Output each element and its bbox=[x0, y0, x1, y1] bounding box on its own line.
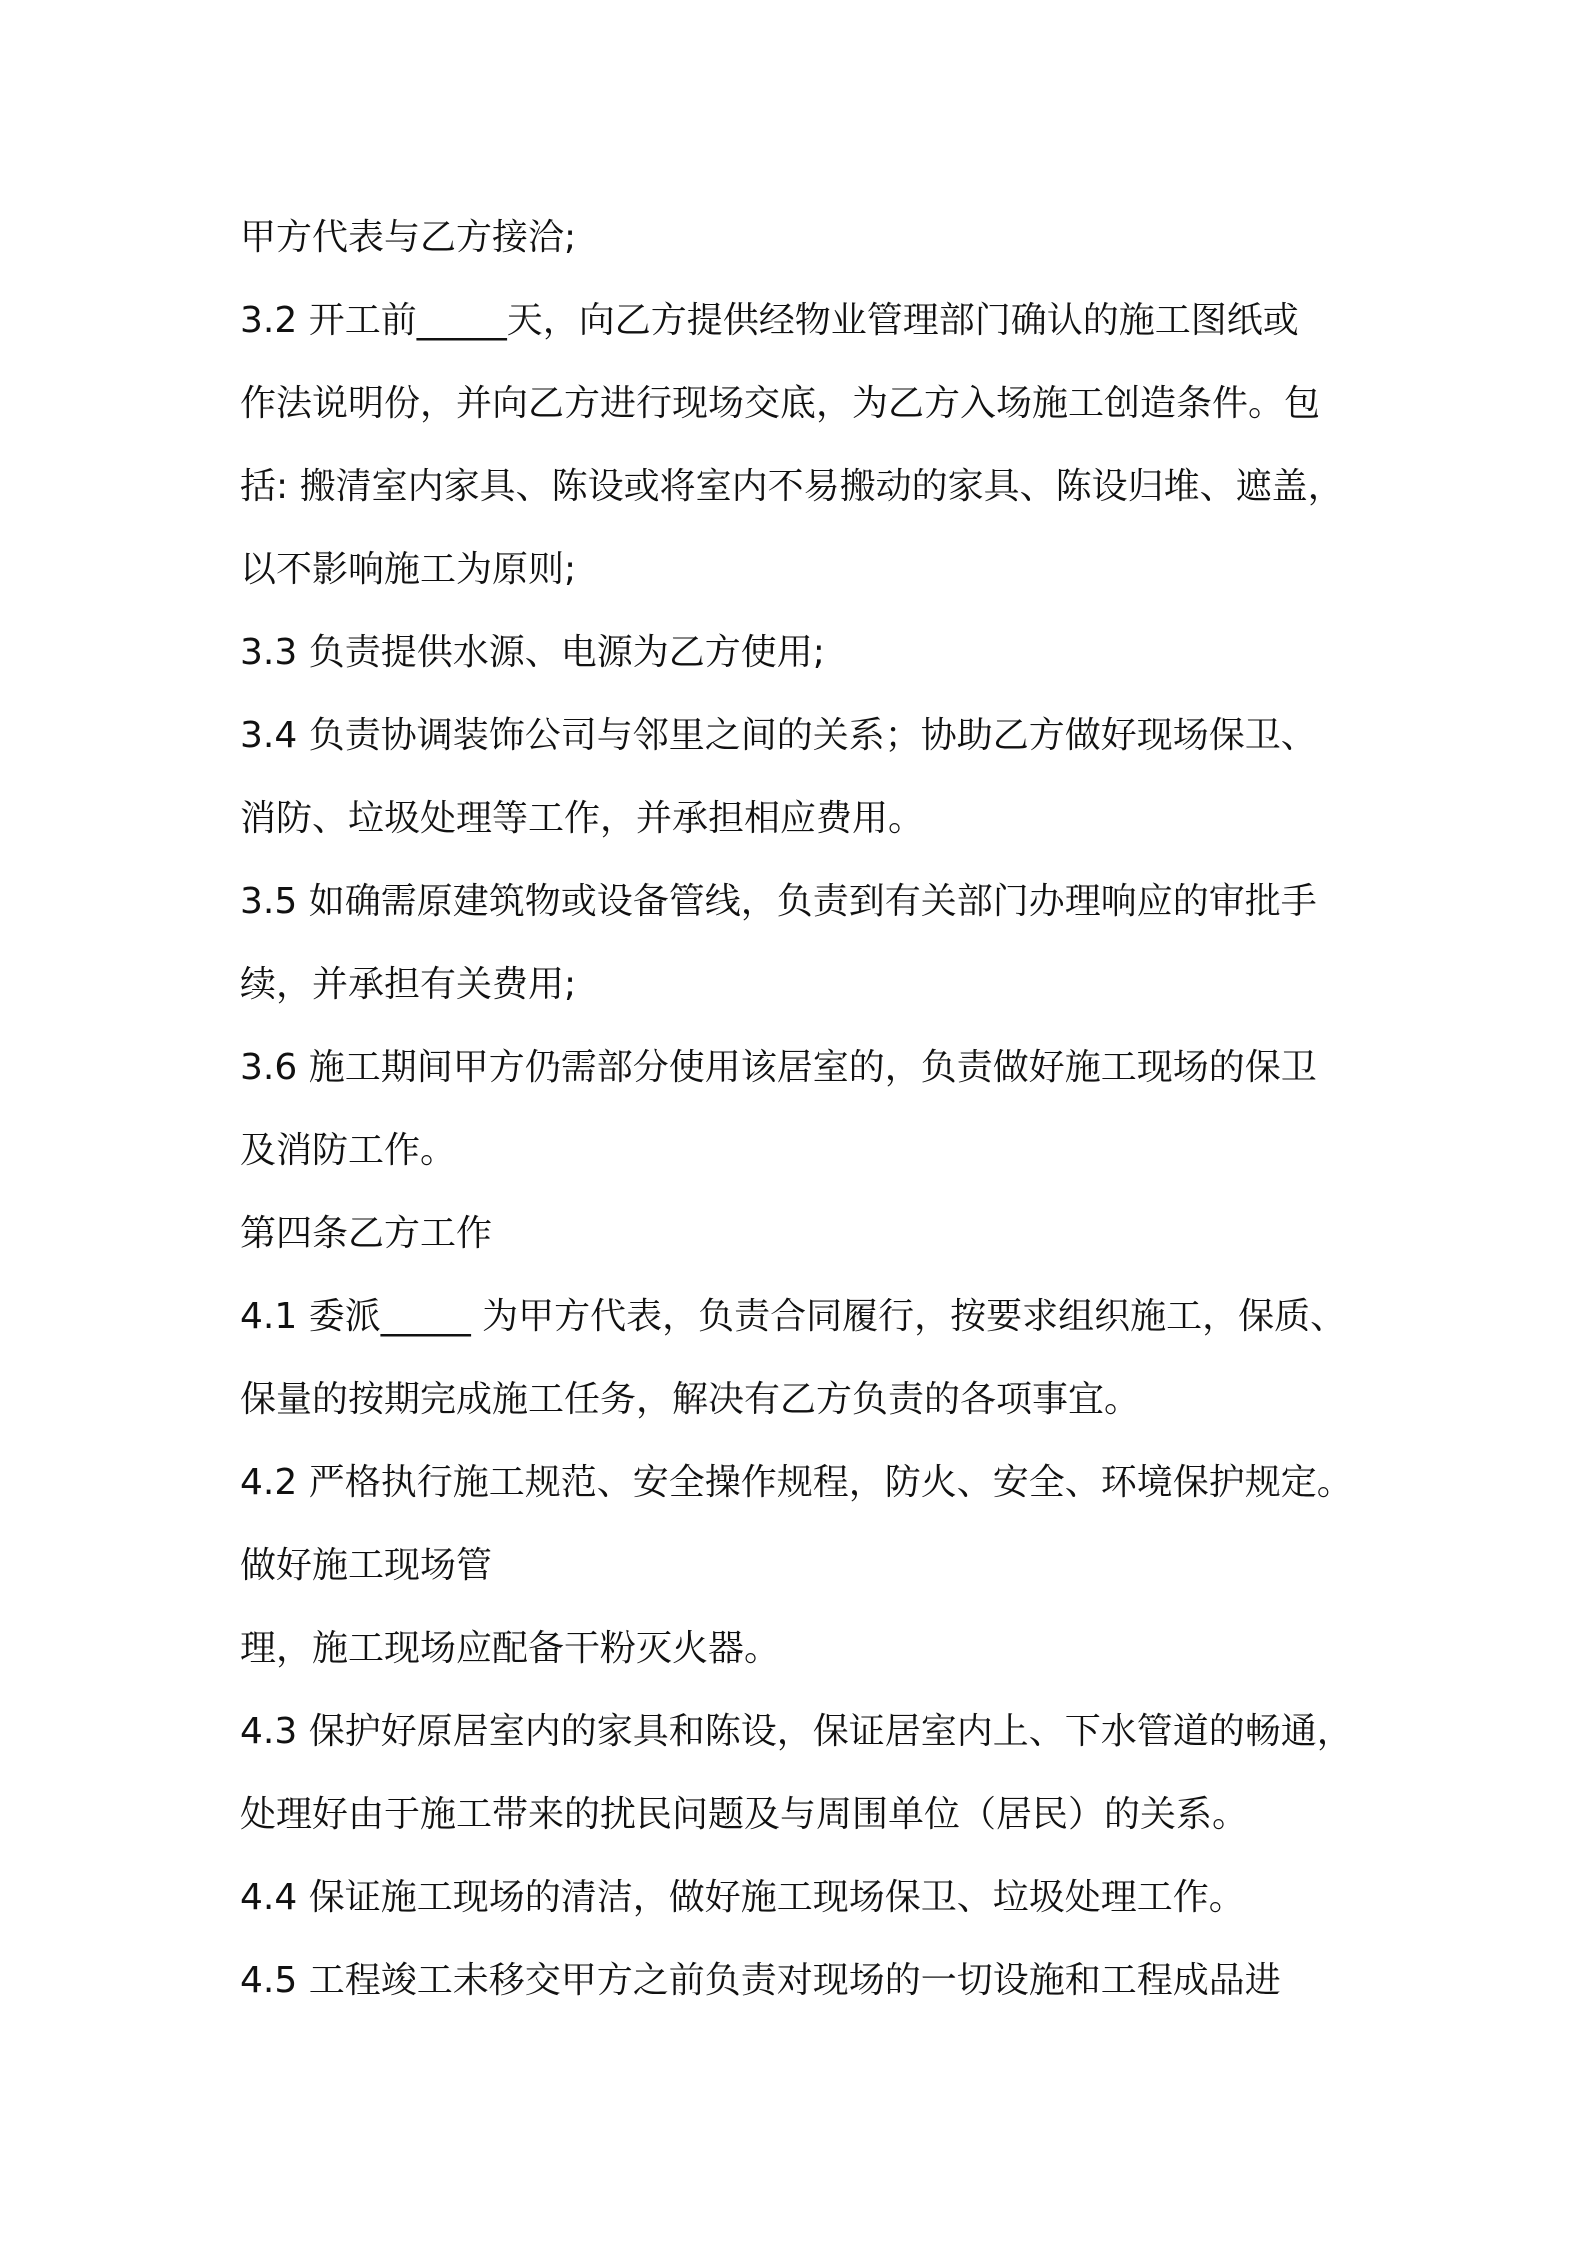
text-line: 4.3 保护好原居室内的家具和陈设，保证居室内上、下水管道的畅通， bbox=[240, 1711, 1353, 1752]
text-line: 保量的按期完成施工任务，解决有乙方负责的各项事宜。 bbox=[240, 1379, 1141, 1420]
text-line: 3.5 如确需原建筑物或设备管线，负责到有关部门办理响应的审批手 bbox=[240, 881, 1317, 922]
text-line: 续，并承担有关费用; bbox=[240, 964, 577, 1005]
text-line: 4.4 保证施工现场的清洁，做好施工现场保卫、垃圾处理工作。 bbox=[240, 1877, 1245, 1918]
text-line: 3.4 负责协调装饰公司与邻里之间的关系；协助乙方做好现场保卫、 bbox=[240, 715, 1317, 756]
text-line: 作法说明份，并向乙方进行现场交底，为乙方入场施工创造条件。包 bbox=[240, 383, 1321, 424]
text-line: 理，施工现场应配备干粉灭火器。 bbox=[240, 1628, 781, 1669]
text-line: 做好施工现场管 bbox=[240, 1545, 493, 1586]
text-line: 括: 搬清室内家具、陈设或将室内不易搬动的家具、陈设归堆、遮盖， bbox=[240, 466, 1344, 507]
text-line: 3.3 负责提供水源、电源为乙方使用; bbox=[240, 632, 825, 673]
text-line: 4.2 严格执行施工规范、安全操作规程，防火、安全、环境保护规定。 bbox=[240, 1462, 1353, 1503]
text-line: 3.2 开工前_____天，向乙方提供经物业管理部门确认的施工图纸或 bbox=[240, 300, 1299, 341]
text-line: 4.1 委派_____ 为甲方代表，负责合同履行，按要求组织施工，保质、 bbox=[240, 1296, 1347, 1337]
text-line: 消防、垃圾处理等工作，并承担相应费用。 bbox=[240, 798, 925, 839]
text-line: 及消防工作。 bbox=[240, 1130, 457, 1171]
text-line: 以不影响施工为原则; bbox=[240, 549, 577, 590]
text-line: 甲方代表与乙方接洽; bbox=[240, 217, 577, 258]
contract-text bbox=[240, 196, 1360, 2022]
section-heading: 第四条乙方工作 bbox=[240, 1213, 493, 1254]
text-line: 4.5 工程竣工未移交甲方之前负责对现场的一切设施和工程成品进 bbox=[240, 1960, 1281, 2001]
text-line: 3.6 施工期间甲方仍需部分使用该居室的，负责做好施工现场的保卫 bbox=[240, 1047, 1317, 1088]
text-line: 处理好由于施工带来的扰民问题及与周围单位（居民）的关系。 bbox=[240, 1794, 1249, 1835]
